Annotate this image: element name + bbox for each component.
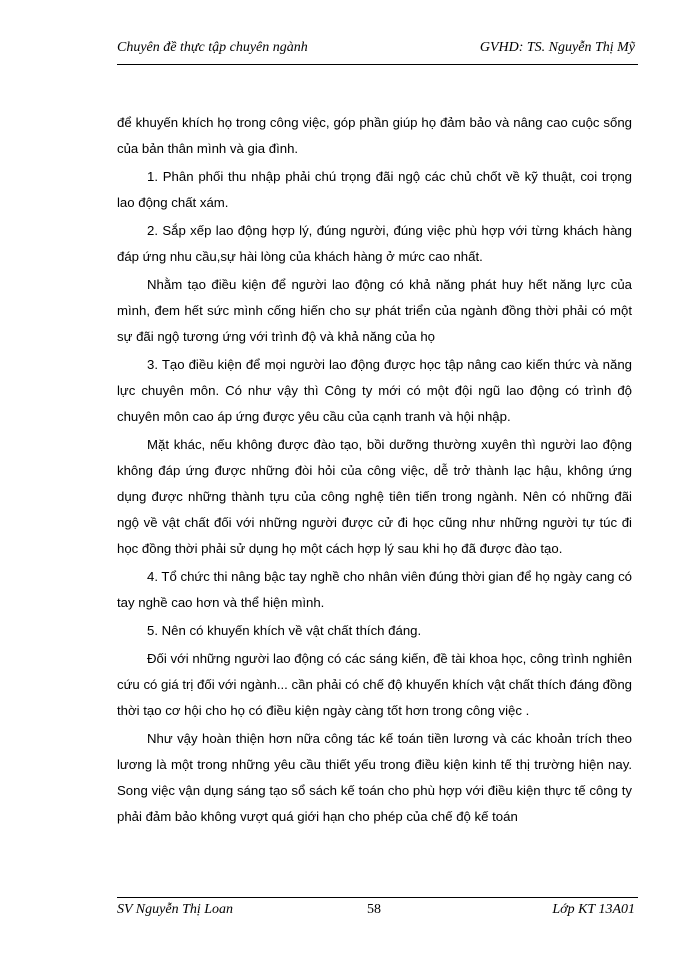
footer-student: SV Nguyễn Thị Loan — [117, 902, 234, 917]
document-body — [117, 110, 632, 830]
paragraph-7: 4. Tổ chức thi nâng bậc tay nghề cho nhân viên đúng thời gian để họ ngày cang có tay nghề cao hơn và thể hiện mình. — [117, 569, 633, 610]
footer-class: Lớp KT 13A01 — [552, 902, 635, 917]
header-divider — [117, 64, 638, 65]
page-footer — [117, 902, 635, 924]
paragraph-1: để khuyến khích họ trong công việc, góp phần giúp họ đảm bảo và nâng cao cuộc sống của bản thân mình và gia đình. — [117, 115, 632, 156]
paragraph-9: Đối với những người lao động có các sáng kiến, đề tài khoa học, công trình nghiên cứu có giá trị đối với ngành... cần phải có chế độ khuyến khích vật chất thích đáng đồng thời tạo cơ hội cho họ có điều kiện ngày càng tốt hơn trong công việc . — [117, 651, 632, 718]
paragraph-6: Mặt khác, nếu không được đào tạo, bồi dưỡng thường xuyên thì người lao động không đáp ứng được những đòi hỏi của công việc, dễ trở thành lạc hậu, không ứng dụng được những thành tựu của công nghệ tiên tiến trong ngành. Nên có những đãi ngộ về vật chất đối với những người được cử đi học cũng như những người tự túc đi học đồng thời phải sử dụng họ một cách hợp lý sau khi họ đã được đào tạo. — [117, 437, 632, 556]
paragraph-3: 2. Sắp xếp lao động hợp lý, đúng người, đúng việc phù hợp với từng khách hàng đáp ứng nhu cầu,sự hài lòng của khách hàng ở mức cao nhất. — [117, 223, 632, 264]
paragraph-10: Như vậy hoàn thiện hơn nữa công tác kế toán tiền lương và các khoản trích theo lương là một trong những yêu cầu thiết yếu trong điều kiện kinh tế thị trường hiện nay. Song việc vận dụng sáng tạo sổ sách kế toán cho phù hợp với điều kiện thực tế công ty phải đảm bảo không vượt quá giới hạn cho phép của chế độ kế toán — [117, 731, 632, 824]
page-number: 58 — [367, 902, 381, 917]
paragraph-2: 1. Phân phối thu nhập phải chú trọng đãi ngộ các chủ chốt về kỹ thuật, coi trọng lao động chất xám. — [117, 169, 632, 210]
page-header — [117, 40, 635, 62]
paragraph-8: 5. Nên có khuyến khích về vật chất thích đáng. — [147, 623, 422, 638]
footer-divider — [117, 897, 638, 898]
paragraph-4: Nhằm tạo điều kiện để người lao động có khả năng phát huy hết năng lực của mình, đem hết sức mình cống hiến cho sự phát triển của ngành đồng thời phải có một sự đãi ngộ tương ứng với trình độ và khả năng của họ — [117, 277, 632, 344]
paragraph-5: 3. Tạo điều kiện để mọi người lao động được học tập nâng cao kiến thức và năng lực chuyên môn. Có như vậy thì Công ty mới có một đội ngũ lao động có trình độ chuyên môn cao áp ứng được yêu cầu của cạnh tranh và hội nhập. — [117, 357, 632, 424]
header-title: Chuyên đề thực tập chuyên ngành — [117, 40, 308, 55]
header-supervisor: GVHD: TS. Nguyễn Thị Mỹ — [479, 40, 635, 55]
